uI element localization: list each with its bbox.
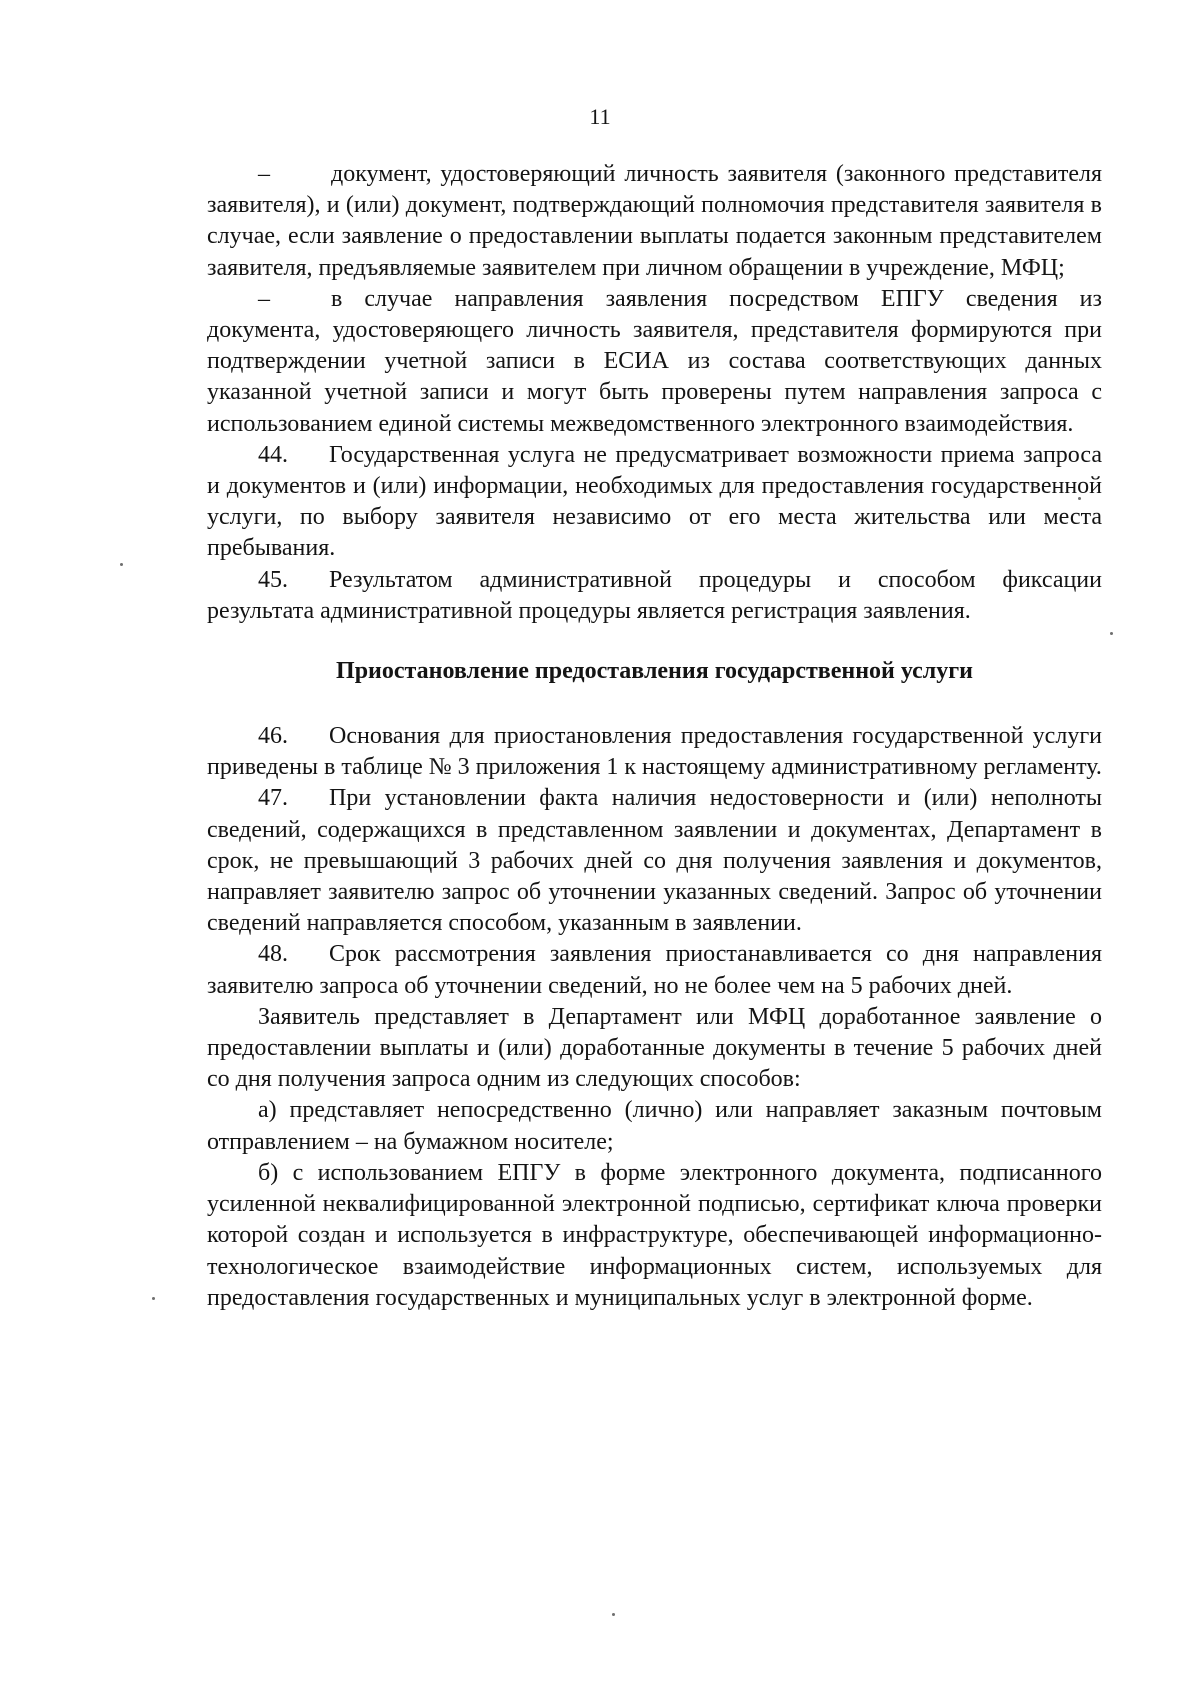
paragraph-number: 45. (258, 566, 288, 593)
scan-speck (152, 1297, 155, 1300)
numbered-paragraph (207, 565, 1102, 627)
paragraph-text: б) с использованием ЕПГУ в форме электронного документа, подписанного усиленной неквалифицированной электронной подписью, сертификат ключа проверки которой создан и используется в инфраструктуре, обеспечивающей информационно-технологическое взаимодействие информационных систем, используемых для предоставления государственных и муниципальных услуг в электронной форме. (207, 1159, 1102, 1311)
paragraph (207, 1095, 1102, 1157)
page-number: 11 (589, 104, 611, 129)
list-item (207, 284, 1102, 440)
document-body (207, 159, 1102, 1314)
paragraph-number: 46. (258, 723, 288, 750)
scan-speck (612, 1613, 615, 1616)
paragraph (207, 1002, 1102, 1096)
numbered-paragraph (207, 440, 1102, 565)
paragraph-text: Срок рассмотрения заявления приостанавливается со дня направления заявителю запроса об уточнении сведений, но не более чем на 5 рабочих дней. (207, 941, 1102, 999)
paragraph-text: Основания для приостановления предоставления государственной услуги приведены в таблице № 3 приложения 1 к настоящему административному регламенту. (207, 723, 1102, 781)
paragraph-text: а) представляет непосредственно (лично) или направляет заказным почтовым отправлением – на бумажном носителе; (207, 1097, 1102, 1155)
paragraph-text: в случае направления заявления посредством ЕПГУ сведения из документа, удостоверяющего личность заявителя, представителя формируются при подтверждении учетной записи в ЕСИА из состава соответствующих данных указанной учетной записи и могут быть проверены путем направления запроса с использованием единой системы межведомственного электронного взаимодействия. (207, 285, 1102, 437)
section-heading: Приостановление предоставления государственной услуги (336, 658, 973, 685)
paragraph (207, 1158, 1102, 1314)
paragraph-number: 47. (258, 785, 288, 812)
paragraph-text: При установлении факта наличия недостоверности и (или) неполноты сведений, содержащихся в представленном заявлении и документах, Департамент в срок, не превышающий 3 рабочих дней со дня получения заявления и документов, направляет заявителю запрос об уточнении указанных сведений. Запрос об уточнении сведений направляется способом, указанным в заявлении. (207, 785, 1102, 937)
list-item (207, 159, 1102, 284)
list-marker: – (258, 285, 270, 312)
paragraph-number: 48. (258, 941, 288, 968)
paragraph-text: Результатом административной процедуры и способом фиксации результата административной процедуры является регистрация заявления. (207, 566, 1102, 624)
numbered-paragraph (207, 939, 1102, 1001)
paragraph-text: документ, удостоверяющий личность заявителя (законного представителя заявителя), и (или) документ, подтверждающий полномочия представителя заявителя в случае, если заявление о предоставлении выплаты подается законным представителем заявителя, предъявляемые заявителем при личном обращении в учреждение, МФЦ; (207, 161, 1102, 281)
scan-speck (120, 563, 123, 566)
paragraph-text: Заявитель представляет в Департамент или МФЦ доработанное заявление о предоставлении выплаты и (или) доработанные документы в течение 5 рабочих дней со дня получения запроса одним из следующих способов: (207, 1003, 1102, 1093)
paragraph-number: 44. (258, 441, 288, 468)
list-marker: – (258, 161, 270, 187)
numbered-paragraph (207, 721, 1102, 783)
numbered-paragraph (207, 783, 1102, 939)
paragraph-text: Государственная услуга не предусматривает возможности приема запроса и документов и (или) информации, необходимых для предоставления государственной услуги, по выбору заявителя независимо от его места жительства или места пребывания. (207, 441, 1102, 562)
scan-speck (1110, 632, 1113, 635)
